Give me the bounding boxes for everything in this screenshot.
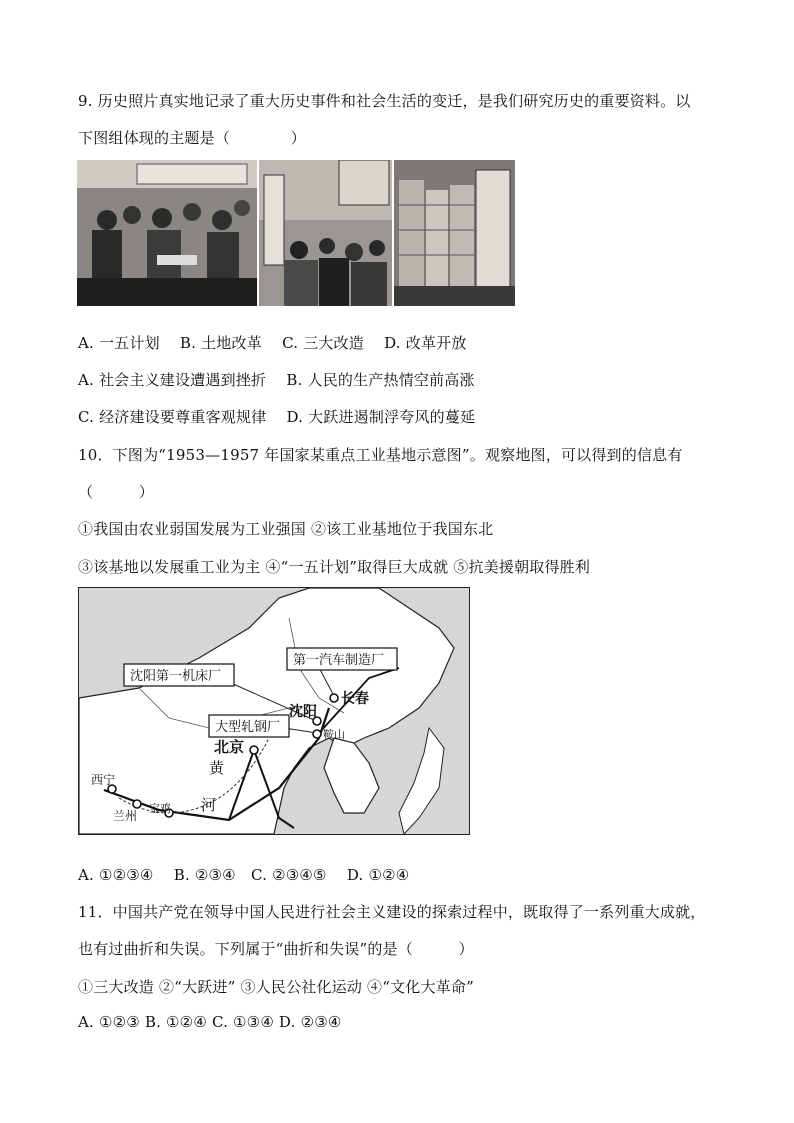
q10-items-line1: ①我国由农业弱国发展为工业强国 ②该工业基地位于我国东北 — [78, 520, 494, 538]
q11-options: A. ①②③ B. ①②④ C. ①③④ D. ②③④ — [78, 1013, 342, 1031]
historical-photo-1 — [77, 160, 257, 306]
q10-options: A. ①②③④ B. ②③④ C. ②③④⑤ D. ①②④ — [78, 866, 410, 884]
label-first-auto-factory: 第一汽车制造厂 — [293, 653, 385, 668]
label-shenyang: 沈阳 — [289, 704, 317, 720]
q9-options-line2: A. 社会主义建设遭遇到挫折 B. 人民的生产热情空前高涨 — [78, 371, 475, 389]
q9-options-line3: C. 经济建设要尊重客观规律 D. 大跃进遏制浮夸风的蔓延 — [78, 408, 476, 426]
q10-stem-line2: （ ） — [78, 483, 155, 501]
q9-options-line1: A. 一五计划 B. 土地改革 C. 三大改造 D. 改革开放 — [78, 334, 467, 352]
q9-stem-line2: 下图组体现的主题是（ ） — [78, 129, 307, 147]
q10-items-line2: ③该基地以发展重工业为主 ④“一五计划”取得巨大成就 ⑤抗美援朝取得胜利 — [78, 558, 591, 576]
historical-photo-3 — [394, 160, 515, 306]
label-changchun: 长春 — [341, 691, 369, 707]
q11-stem-line1: 11．中国共产党在领导中国人民进行社会主义建设的探索过程中，既取得了一系列重大成就， — [78, 903, 706, 921]
q11-items: ①三大改造 ②“大跃进” ③人民公社化运动 ④“文化大革命” — [78, 978, 474, 996]
label-river-huang: 黄 — [209, 759, 225, 777]
label-xining: 西宁 — [91, 773, 116, 787]
label-beijing: 北京 — [214, 738, 245, 756]
industrial-base-map — [78, 587, 470, 835]
peninsula — [324, 738, 379, 813]
q9-stem-line1: 9. 历史照片真实地记录了重大历史事件和社会生活的变迁，是我们研究历史的重要资料。以 — [78, 92, 691, 110]
label-river-he: 河 — [201, 796, 217, 814]
islands — [399, 728, 444, 834]
historical-photo-2 — [259, 160, 392, 306]
label-anshan: 鞍山 — [323, 728, 345, 741]
label-lanzhou: 兰州 — [113, 809, 138, 823]
q11-stem-line2: 也有过曲折和失误。下列属于“曲折和失误”的是（ ） — [78, 940, 474, 958]
label-baoji: 宝鸡 — [149, 802, 171, 815]
q10-stem-line1: 10．下图为“1953—1957 年国家某重点工业基地示意图”。观察地图，可以得到的信息有 — [78, 446, 683, 464]
label-shenyang-machine-tool: 沈阳第一机床厂 — [130, 669, 222, 684]
label-rolling-mill: 大型轧钢厂 — [215, 720, 281, 735]
